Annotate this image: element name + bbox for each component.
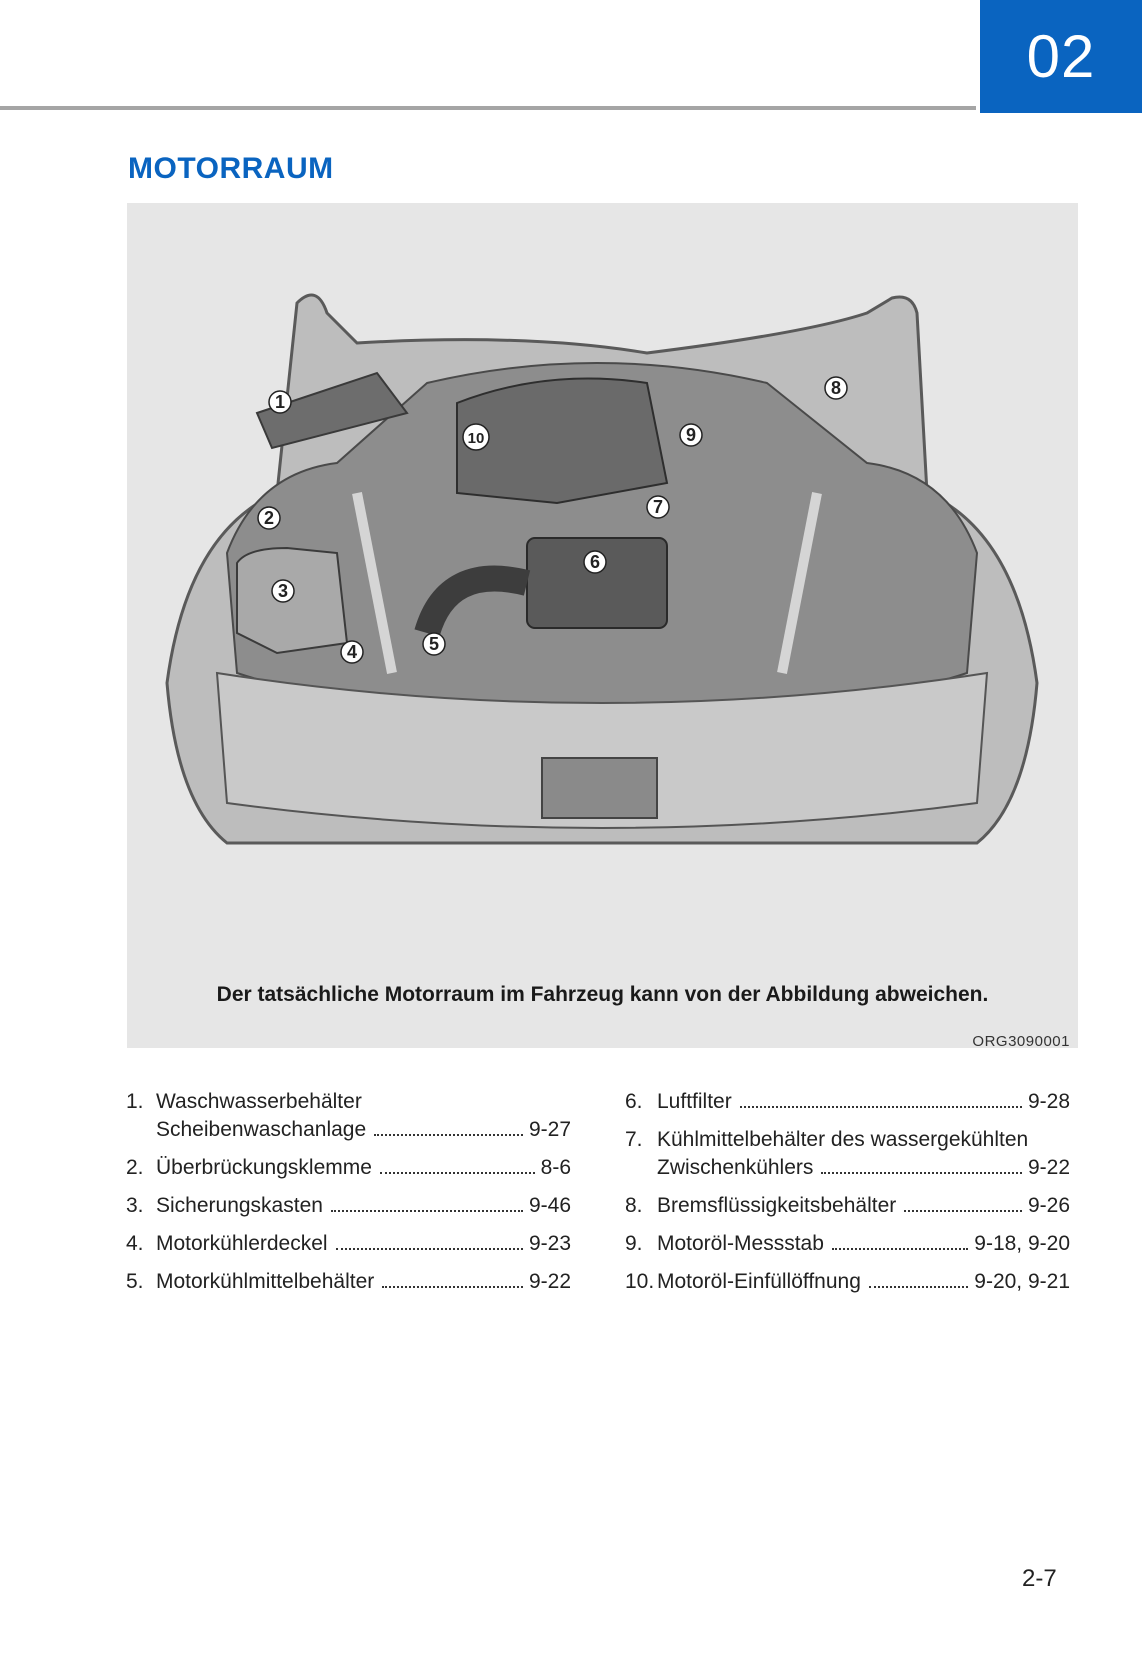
leader-dots [869, 1286, 968, 1288]
leader-dots [382, 1286, 523, 1288]
legend-item [126, 1268, 571, 1296]
legend-item [126, 1192, 571, 1220]
leader-dots [336, 1248, 523, 1250]
legend-item [625, 1192, 1070, 1220]
callout-9 [680, 424, 702, 446]
figure-code: ORG3090001 [972, 1033, 1070, 1048]
callout-7 [647, 496, 669, 518]
legend-label: Zwischenkühlers [657, 1156, 814, 1179]
legend-number: 7. [625, 1128, 643, 1151]
legend-page: 9-26 [1027, 1194, 1070, 1217]
svg-text:5: 5 [428, 634, 440, 654]
leader-dots [740, 1106, 1022, 1108]
legend-number: 6. [625, 1090, 643, 1113]
callout-4 [341, 641, 363, 663]
svg-text:10: 10 [467, 430, 485, 447]
legend-label: Motorkühlmittelbehälter [156, 1270, 375, 1293]
legend-page: 9-22 [528, 1270, 571, 1293]
callout-5 [423, 633, 445, 655]
legend-page: 9-28 [1027, 1090, 1070, 1113]
legend-page: 9-20, 9-21 [974, 1270, 1070, 1293]
svg-text:3: 3 [277, 581, 289, 601]
leader-dots [380, 1172, 535, 1174]
legend-label: Bremsflüssigkeitsbehälter [657, 1194, 897, 1217]
callout-6 [584, 551, 606, 573]
callout-2 [258, 507, 280, 529]
legend-item [126, 1154, 571, 1182]
svg-text:8: 8 [830, 378, 842, 398]
legend-number: 4. [126, 1232, 144, 1255]
engine-bay-illustration [127, 203, 1078, 1048]
fuse-box [237, 548, 347, 653]
figure-caption: Der tatsächliche Motorraum im Fahrzeug kann von der Abbildung abweichen. [216, 983, 989, 1006]
legend-number: 9. [625, 1232, 643, 1255]
legend-item [625, 1230, 1070, 1258]
svg-text:1: 1 [274, 392, 286, 412]
chapter-tab: 02 [980, 0, 1142, 113]
legend-left [126, 1088, 571, 1306]
legend-label: Scheibenwaschanlage [156, 1118, 367, 1141]
leader-dots [331, 1210, 523, 1212]
legend-label: Überbrückungsklemme [156, 1156, 372, 1179]
legend-label: Motoröl-Einfüllöffnung [657, 1270, 861, 1293]
legend-item [126, 1088, 571, 1144]
page-number: 2-7 [1022, 1565, 1057, 1592]
svg-text:2: 2 [263, 508, 275, 528]
svg-text:9: 9 [685, 425, 697, 445]
callout-8 [825, 377, 847, 399]
header-rule [0, 106, 976, 110]
svg-text:4: 4 [346, 642, 358, 662]
svg-text:7: 7 [652, 497, 664, 517]
leader-dots [904, 1210, 1022, 1212]
engine-bay-figure [127, 203, 1078, 1048]
legend-page: 9-18, 9-20 [974, 1232, 1070, 1255]
legend-number: 3. [126, 1194, 144, 1217]
callout-3 [272, 580, 294, 602]
legend-first-line: Kühlmittelbehälter des wassergekühlten [657, 1128, 1029, 1151]
hood-latch [542, 758, 657, 818]
legend-item [625, 1268, 1070, 1296]
legend-item [625, 1126, 1070, 1182]
legend-number: 10. [625, 1270, 655, 1293]
leader-dots [374, 1134, 523, 1136]
legend-label: Sicherungskasten [156, 1194, 323, 1217]
legend-first-line: Waschwasserbehälter [156, 1090, 362, 1113]
legend-label: Luftfilter [657, 1090, 732, 1113]
legend-right [625, 1088, 1070, 1306]
legend-page: 9-22 [1027, 1156, 1070, 1179]
legend-item [126, 1230, 571, 1258]
leader-dots [821, 1172, 1022, 1174]
legend-number: 1. [126, 1090, 144, 1113]
legend-number: 5. [126, 1270, 144, 1293]
legend-number: 2. [126, 1156, 144, 1179]
callout-1 [269, 391, 291, 413]
legend-page: 8-6 [540, 1156, 571, 1179]
legend-number: 8. [625, 1194, 643, 1217]
legend-label: Motoröl-Messstab [657, 1232, 824, 1255]
legend-label: Motorkühlerdeckel [156, 1232, 328, 1255]
callout-10 [463, 424, 489, 450]
section-title: MOTORRAUM [128, 152, 334, 185]
legend-item [625, 1088, 1070, 1116]
svg-text:6: 6 [589, 552, 601, 572]
legend-page: 9-23 [528, 1232, 571, 1255]
legend-page: 9-27 [528, 1118, 571, 1141]
leader-dots [832, 1248, 968, 1250]
legend-page: 9-46 [528, 1194, 571, 1217]
